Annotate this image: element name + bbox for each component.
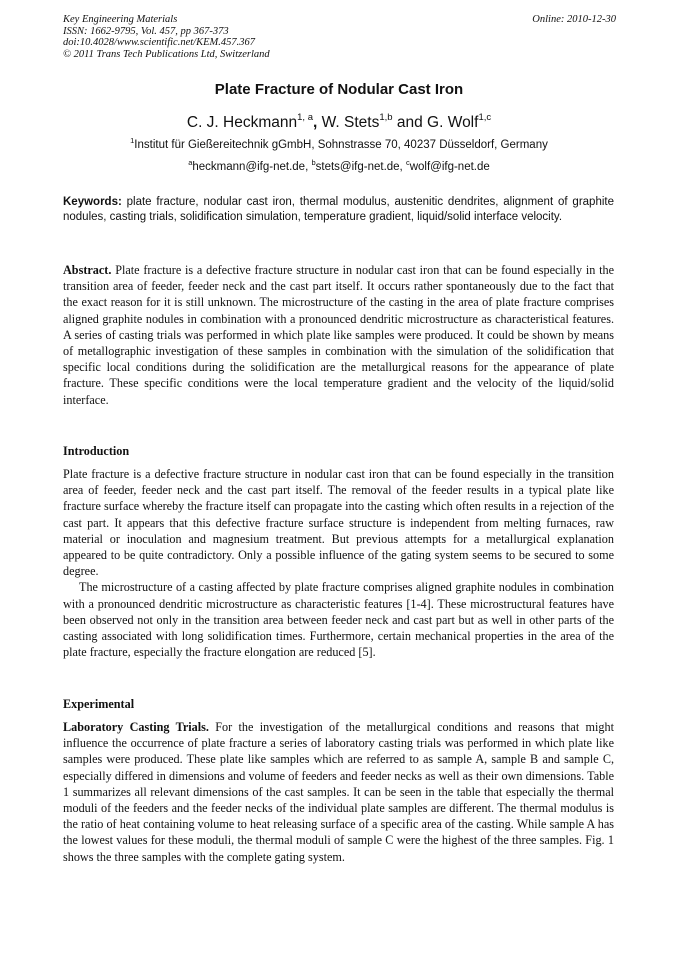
author-affiliation-mark: 1,b — [379, 112, 393, 123]
online-date: Online: 2010-12-30 — [532, 14, 616, 25]
experimental-heading: Experimental — [63, 697, 135, 711]
author-name: C. J. Heckmann — [186, 114, 298, 131]
email-mark: b — [311, 158, 316, 167]
journal-header — [63, 14, 616, 60]
keywords-block — [63, 195, 614, 224]
author-name: W. Stets — [321, 114, 380, 131]
email-mark: a — [188, 158, 193, 167]
experimental-text: For the investigation of the metallurgical conditions and reasons that might influence the occurrence of plate fracture a series of laboratory casting trials was performed in which plate like samples were produced. These plate like samples which are referred to as sample A, sample B and sample C, especially differed in dimensions and volume of feeders and feeder necks as well as their own dimensions. Table 1 summarizes all relevant dimensions of the cast samples. It can be seen in the table that especially the thermal moduli of the feeders and the feeder necks of the individual plate samples are different. The thermal modulus is the ratio of heat containing volume to heat releasing surface of a specific area of the casting. While sample A has the lowest values for these moduli, the thermal moduli of sample C were the highest of the three samples. Fig. 1 shows the three samples with the complete gating system. — [63, 720, 614, 864]
abstract-label: Abstract. — [63, 263, 112, 277]
author-list — [0, 114, 678, 132]
author-affiliation-mark: 1, a — [297, 112, 313, 123]
email-mark: c — [405, 158, 410, 167]
abstract-block — [63, 262, 614, 408]
journal-issn: ISSN: 1662-9795, Vol. 457, pp 367-373 — [63, 25, 229, 37]
introduction-heading: Introduction — [63, 444, 130, 458]
keywords-text: plate fracture, nodular cast iron, thermal modulus, austenitic dendrites, alignment of graphite nodules, casting trials, solidification simulation, temperature gradient, liquid/solid interface velocity. — [63, 196, 614, 223]
affiliation-text: Institut für Gießereitechnik gGmbH, Sohnstrasse 70, 40237 Düsseldorf, Germany — [134, 139, 548, 151]
introduction-paragraph: Plate fracture is a defective fracture structure in nodular cast iron that can be found especially in the transition area of feeder, feeder neck and the cast part itself. The removal of the feeder results in a typical plate like fracture surface whereby the fracture itself can propagate into the casting which often results in a rejection of the cast part. It appears that this defective fracture surface structure is independent from melting furnaces, raw material or inoculation and magnesium treatment. But previous attempts for a metallurgical explanation appeared to be quite contradictory. Only a possible influence of the gating system seems to be secured to some degree. — [63, 467, 614, 579]
experimental-body — [63, 719, 614, 865]
subsection-label: Laboratory Casting Trials. — [63, 720, 209, 734]
author-separator: and — [392, 114, 428, 131]
journal-name: Key Engineering Materials — [63, 14, 178, 25]
paper-title: Plate Fracture of Nodular Cast Iron — [214, 81, 464, 98]
email-address: wolf@ifg-net.de — [409, 161, 490, 173]
journal-doi: doi:10.4028/www.scientific.net/KEM.457.367 — [63, 37, 255, 48]
author-emails — [0, 158, 678, 173]
abstract-text: Plate fracture is a defective fracture structure in nodular cast iron that can be found especially in the transition area of feeder, feeder neck and the cast part itself. It occurs rather spontaneously due to the fact that the exact reason for it is still unknown. The microstructure of the casting in the area of plate fracture comprises aligned graphite nodules in combination with a pronounced dendritic microstructure as characteristical features. A series of casting trials was performed in which plate like samples were produced. It could be shown by means of metallographic investigation of these samples in combination with the simulation of the solidification that specific local conditions during the solidification are the metallurgical reasons for the appearance of plate fracture. These specific conditions were the local temperature gradient and the velocity of the liquid/solid interface. — [63, 263, 614, 407]
affiliation — [0, 136, 678, 151]
author-name: G. Wolf — [427, 114, 479, 131]
author-affiliation-mark: 1,c — [478, 112, 492, 123]
affiliation-mark: 1 — [130, 136, 135, 145]
introduction-body — [63, 466, 614, 660]
keywords-label: Keywords: — [63, 196, 122, 208]
email-address: heckmann@ifg-net.de, — [192, 161, 312, 173]
email-address: stets@ifg-net.de, — [315, 161, 406, 173]
introduction-paragraph: The microstructure of a casting affected by plate fracture comprises aligned graphite nodules in combination with a pronounced dendritic microstructure as characteristic features [1-4]. These microstructural features have been observed not only in the transition area between feeder neck and cast part but as well in other parts of the casting associated with long solidification times. Furthermore, certain mechanical properties in the area of the plate fracture, especially the fracture elongation are reduced [5]. — [63, 580, 614, 660]
journal-copyright: © 2011 Trans Tech Publications Ltd, Switzerland — [63, 48, 270, 60]
author-separator: , — [313, 114, 322, 131]
